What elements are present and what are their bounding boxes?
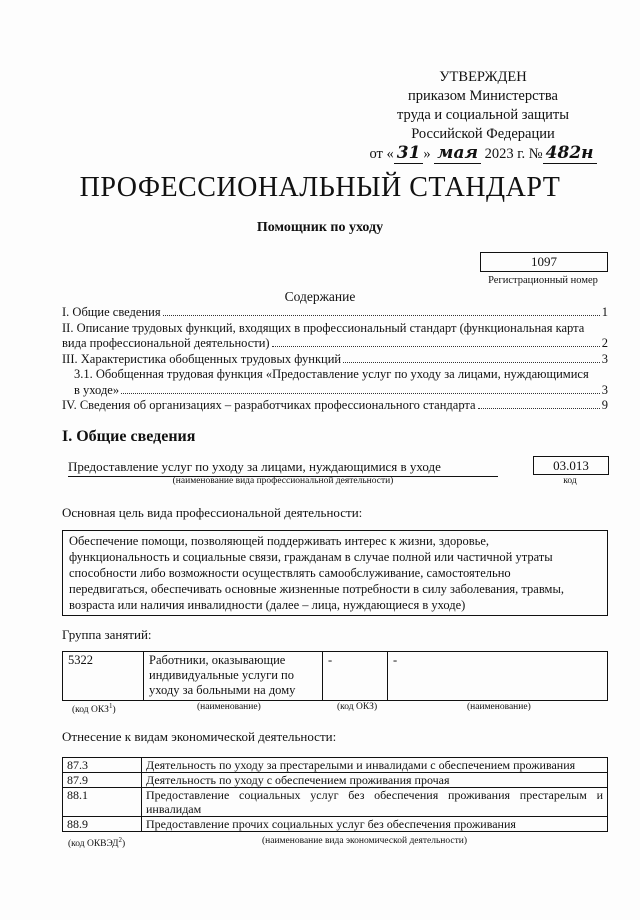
table-row	[63, 817, 608, 832]
approval-line-2: приказом Министерства	[408, 88, 558, 104]
approval-block	[358, 68, 608, 164]
approval-line-4: Российской Федерации	[411, 126, 555, 142]
goal-box: Обеспечение помощи, позволяющей поддерживать интерес к жизни, здоровье, функциональность и социальные связи, гражданам в случае полной или частичной утраты способности либо возможности осуществлять самообслуживание, самостоятельно передвигаться, обеспечивать основные жизненные потребности в силу заболевания, травмы, возраста или наличия инвалидности (далее – лица, нуждающиеся в уходе)	[62, 530, 608, 616]
registration-number-label: Регистрационный номер	[488, 275, 598, 286]
toc-item[interactable]: 3.1. Обобщенная трудовая функция «Предоставление услуг по уходу за лицами, нуждающимися в уходе» 3	[74, 367, 608, 397]
date-prefix: от «	[369, 146, 394, 162]
page-title: ПРОФЕССИОНАЛЬНЫЙ СТАНДАРТ	[79, 172, 561, 203]
date-mid: »	[423, 146, 431, 162]
okved-code-cell: 87.3	[63, 758, 142, 773]
occupation-group-label: Группа занятий:	[62, 627, 152, 642]
toc-heading: Содержание	[284, 289, 356, 304]
okved-name-cell: Предоставление прочих социальных услуг без обеспечения проживания	[142, 817, 608, 832]
okz-name-cell: Работники, оказывающие индивидуальные услуги по уходу за больными на дому	[144, 652, 323, 701]
okz-code-cell: -	[323, 652, 388, 701]
okved-table	[62, 757, 608, 832]
date-year: 2023 г. №	[484, 146, 543, 162]
okved-code-caption: (код ОКВЭД$^2$)	[68, 836, 126, 850]
code-caption: код	[563, 476, 577, 486]
toc-item[interactable]: I. Общие сведения 1	[62, 305, 608, 319]
table-row	[63, 773, 608, 788]
table-of-contents	[62, 305, 608, 414]
okved-code-cell: 88.1	[63, 788, 142, 817]
okz-code-cell: 5322	[63, 652, 144, 701]
activity-code-box: 03.013	[533, 456, 609, 475]
okz-name-caption: (наименование)	[197, 702, 261, 712]
page-subtitle: Помощник по уходу	[256, 220, 384, 235]
registration-number-box: 1097	[480, 252, 608, 272]
table-row	[63, 758, 608, 773]
order-number: 482н	[543, 143, 597, 164]
goal-label: Основная цель вида профессиональной деятельности:	[62, 505, 363, 520]
okved-name-cell: Предоставление социальных услуг без обеспечения проживания престарелым и инвалидам	[142, 788, 608, 817]
table-row	[63, 788, 608, 817]
activity-caption: (наименование вида профессиональной деятельности)	[172, 476, 394, 486]
approval-date-line	[358, 144, 608, 164]
okz-code2-caption: (код ОКЗ)	[337, 702, 378, 712]
approval-line-3: труда и социальной защиты	[397, 107, 569, 123]
toc-item[interactable]: II. Описание трудовых функций, входящих в профессиональный стандарт (функциональная карта вида профессиональной деятельности) 2	[62, 320, 608, 350]
activity-name: Предоставление услуг по уходу за лицами, нуждающимися в уходе	[68, 459, 498, 477]
okved-name-cell: Деятельность по уходу за престарелыми и инвалидами с обеспечением проживания	[142, 758, 608, 773]
okved-name-cell: Деятельность по уходу с обеспечением проживания прочая	[142, 773, 608, 788]
okz-code-caption: (код ОКЗ$^1$)	[72, 702, 116, 716]
econ-activity-label: Отнесение к видам экономической деятельности:	[62, 729, 337, 744]
okz-name2-caption: (наименование)	[467, 702, 531, 712]
section-heading: I. Общие сведения	[62, 428, 196, 445]
toc-item[interactable]: III. Характеристика обобщенных трудовых функций 3	[62, 351, 608, 366]
approval-line-1: УТВЕРЖДЕН	[439, 69, 527, 85]
okved-code-cell: 87.9	[63, 773, 142, 788]
okz-table	[62, 651, 608, 701]
okved-code-cell: 88.9	[63, 817, 142, 832]
date-day: 31	[394, 143, 424, 164]
table-row	[63, 652, 608, 701]
okved-name-caption: (наименование вида экономической деятельности)	[262, 836, 467, 846]
okz-name-cell: -	[388, 652, 608, 701]
date-month: мая	[434, 143, 481, 164]
toc-item[interactable]: IV. Сведения об организациях – разработчиках профессионального стандарта 9	[62, 398, 608, 412]
